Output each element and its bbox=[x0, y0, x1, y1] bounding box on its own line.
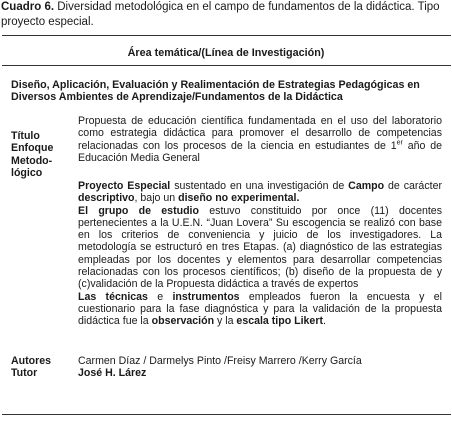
caption-text: Diversidad metodológica en el campo de fundamentos de la didáctica. Tipo proyecto especial. bbox=[1, 1, 440, 28]
bottom-rule bbox=[2, 414, 451, 415]
text-segment: de carácter bbox=[384, 180, 442, 192]
label-tutor: Tutor bbox=[11, 367, 38, 380]
title-text-end: año de Educación Media General bbox=[78, 139, 442, 164]
top-rule bbox=[2, 35, 451, 36]
bold-campo: Campo bbox=[348, 180, 385, 192]
tutor-name: José H. Lárez bbox=[78, 367, 147, 380]
title-text-sup: er bbox=[396, 139, 403, 147]
row-labels bbox=[11, 130, 71, 179]
bold-likert: escala tipo Likert bbox=[236, 315, 323, 328]
authors-names: Carmen Díaz / Darmelys Pinto /Freisy Marrero /Kerry García bbox=[78, 355, 362, 367]
bold-descriptivo: descriptivo bbox=[78, 192, 135, 205]
title-text-main: Propuesta de educación científica fundamentada en el uso del laboratorio como estrategia didáctica para promover el desarrollo de competencias relacionadas con los procesos de la ciencia en estudiantes de 1 bbox=[78, 115, 442, 152]
project-paragraph-1 bbox=[78, 180, 442, 205]
bold-proyecto-especial: Proyecto Especial bbox=[78, 180, 171, 192]
label-titulo: Título bbox=[11, 130, 40, 142]
project-description bbox=[78, 180, 442, 328]
text-segment: estuvo constituido por once (11) docentes pertenecientes a la U.E.N. “Juan Lovera” Su escogencia se realizó con base en los criterios de conveniencia y juicio de los investigadores. La metodología se estructuró en tres Etapas. (a) diagnóstico de las estrategias empleadas por los docentes y elementos para desarrollar competencias relacionadas con los procesos científicos; (b) diseño de la propuesta de y (c)validación de la Propuesta didáctica a través de expertos bbox=[78, 204, 442, 291]
label-metodo-1: Metodo- bbox=[11, 154, 53, 167]
text-segment: . bbox=[322, 315, 326, 328]
table-header: Área temática/(Línea de Investigación) bbox=[127, 47, 325, 59]
authors-block bbox=[78, 355, 442, 380]
section-title: Diseño, Aplicación, Evaluación y Realimentación de Estrategias Pedagógicas en Diversos Ambientes de Aprendizaje/Fundamentos de la Didáctica bbox=[11, 79, 420, 104]
label-metodo-2: lógico bbox=[11, 166, 43, 179]
project-paragraph-3 bbox=[78, 291, 442, 328]
header-rule bbox=[2, 65, 451, 66]
text-segment: e bbox=[147, 290, 173, 303]
title-description bbox=[78, 115, 442, 164]
label-autores: Autores bbox=[11, 355, 52, 367]
bold-grupo-estudio: El grupo de estudio bbox=[78, 204, 199, 217]
table-caption bbox=[1, 0, 451, 29]
bold-observacion: observación bbox=[151, 315, 215, 328]
label-enfoque: Enfoque bbox=[11, 142, 54, 155]
bold-instrumentos: instrumentos bbox=[172, 290, 240, 303]
text-segment: empleados fueron la encuesta y el cuestionario para la fase diagnóstica y para la validación de la propuesta didáctica fue la bbox=[78, 290, 442, 328]
bold-diseno: diseño no experimental. bbox=[178, 192, 300, 205]
caption-prefix: Cuadro 6. bbox=[1, 1, 55, 13]
project-paragraph-2 bbox=[78, 205, 442, 291]
author-labels bbox=[11, 355, 71, 380]
text-segment: y la bbox=[214, 315, 237, 328]
bold-tecnicas: Las técnicas bbox=[78, 290, 148, 303]
text-segment: sustentado en una investigación de bbox=[170, 180, 349, 192]
text-segment: , bajo un bbox=[134, 192, 179, 205]
